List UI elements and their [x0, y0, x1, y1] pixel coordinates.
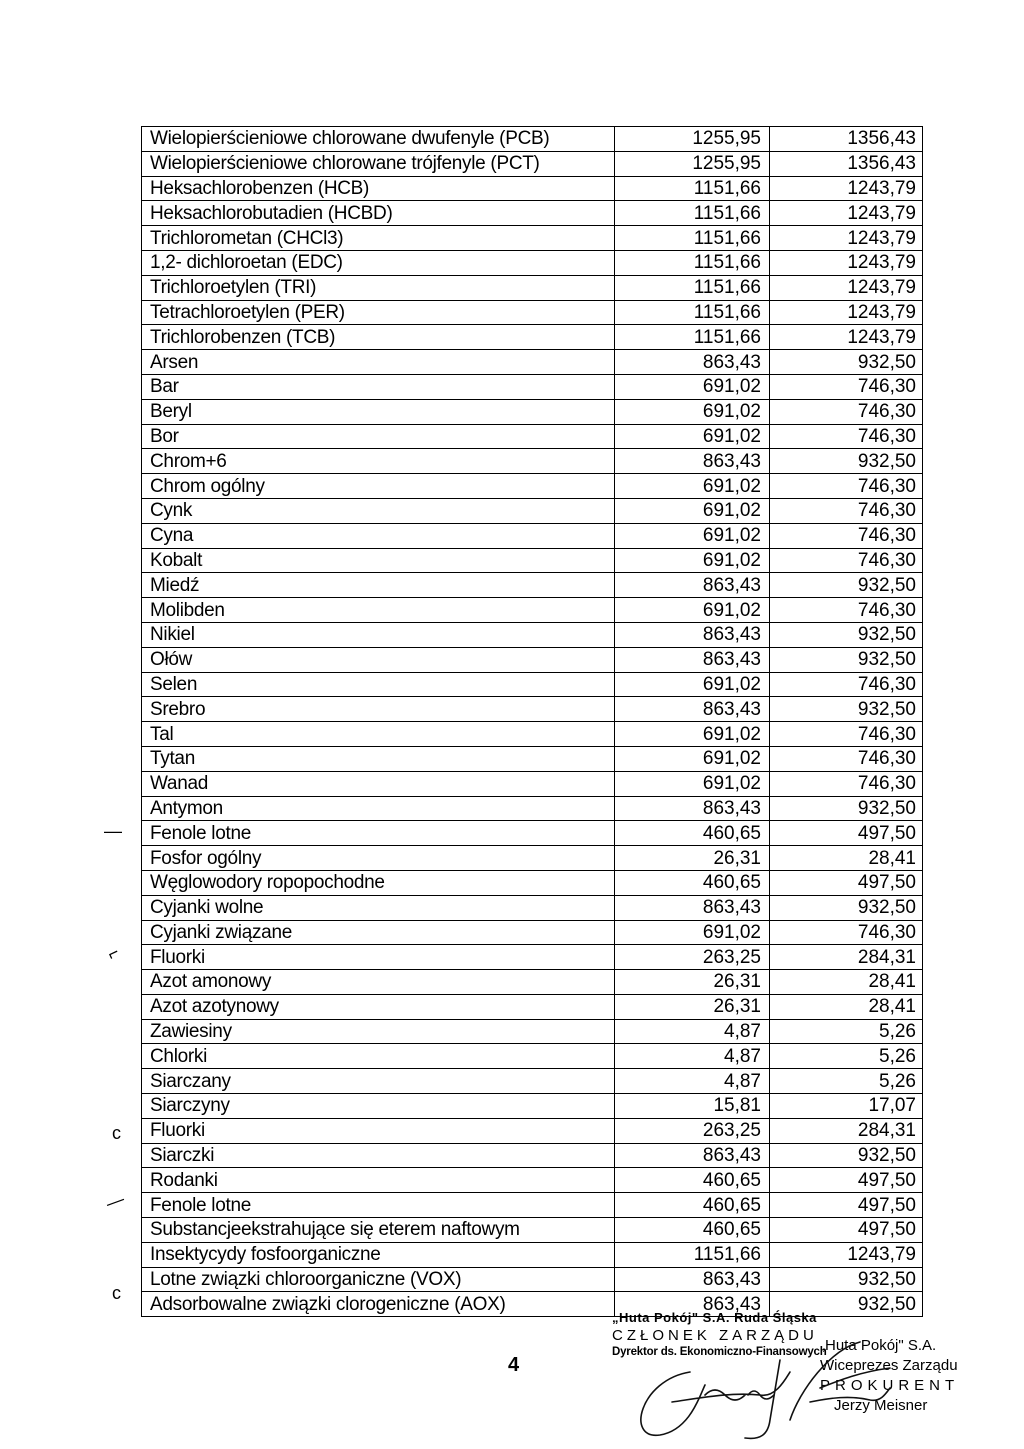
rate-1-cell: 460,65: [615, 1168, 770, 1193]
rate-2-cell: 746,30: [770, 523, 923, 548]
rate-2-cell: 746,30: [770, 672, 923, 697]
rate-1-cell: 1151,66: [615, 300, 770, 325]
substance-name-cell: Nikiel: [142, 622, 615, 647]
substance-name-cell: Fenole lotne: [142, 1193, 615, 1218]
signature-left-stroke: [745, 1360, 780, 1438]
rate-2-cell: 1356,43: [770, 151, 923, 176]
substance-name-cell: Lotne związki chloroorganiczne (VOX): [142, 1267, 615, 1292]
rate-2-cell: 1243,79: [770, 1242, 923, 1267]
rate-1-cell: 1151,66: [615, 201, 770, 226]
rate-2-cell: 28,41: [770, 970, 923, 995]
rate-2-cell: 17,07: [770, 1094, 923, 1119]
rate-2-cell: 284,31: [770, 1118, 923, 1143]
rate-2-cell: 5,26: [770, 1069, 923, 1094]
rate-2-cell: 5,26: [770, 1044, 923, 1069]
substance-name-cell: Substancjeekstrahujące się eterem naftowym: [142, 1218, 615, 1243]
rate-1-cell: 4,87: [615, 1044, 770, 1069]
rate-1-cell: 691,02: [615, 771, 770, 796]
substance-name-cell: Siarczyny: [142, 1094, 615, 1119]
rate-1-cell: 1255,95: [615, 127, 770, 152]
substance-name-cell: Wielopierścieniowe chlorowane dwufenyle (PCB): [142, 127, 615, 152]
margin-mark: ᴄ: [112, 1283, 121, 1303]
substance-name-cell: Fluorki: [142, 945, 615, 970]
rate-2-cell: 284,31: [770, 945, 923, 970]
substance-name-cell: Rodanki: [142, 1168, 615, 1193]
rate-2-cell: 1356,43: [770, 127, 923, 152]
substance-name-cell: Cyjanki związane: [142, 920, 615, 945]
rate-1-cell: 4,87: [615, 1069, 770, 1094]
signature-left: [641, 1372, 790, 1435]
stamp-company: „Huta Pokój" S.A. Ruda Śląska: [612, 1310, 817, 1325]
rate-1-cell: 4,87: [615, 1019, 770, 1044]
rate-2-cell: 932,50: [770, 895, 923, 920]
substance-name-cell: 1,2- dichloroetan (EDC): [142, 250, 615, 275]
rate-2-cell: 1243,79: [770, 176, 923, 201]
substance-name-cell: Siarczany: [142, 1069, 615, 1094]
rate-2-cell: 1243,79: [770, 275, 923, 300]
substance-name-cell: Cyna: [142, 523, 615, 548]
rate-1-cell: 15,81: [615, 1094, 770, 1119]
rate-1-cell: 863,43: [615, 1292, 770, 1317]
rate-2-cell: 932,50: [770, 1267, 923, 1292]
rate-2-cell: 746,30: [770, 498, 923, 523]
rate-2-cell: 746,30: [770, 424, 923, 449]
margin-mark: ᴄ: [112, 1123, 121, 1143]
margin-mark: ⌐: [104, 941, 123, 965]
substance-name-cell: Tetrachloroetylen (PER): [142, 300, 615, 325]
rate-2-cell: 932,50: [770, 573, 923, 598]
rate-1-cell: 691,02: [615, 722, 770, 747]
rate-2-cell: 1243,79: [770, 300, 923, 325]
rate-2-cell: 746,30: [770, 399, 923, 424]
rate-2-cell: 1243,79: [770, 325, 923, 350]
stamp-company: „Huta Pokój" S.A.: [820, 1337, 937, 1354]
substance-name-cell: Fenole lotne: [142, 821, 615, 846]
stamp-title: PROKURENT: [820, 1377, 960, 1394]
rate-1-cell: 691,02: [615, 374, 770, 399]
substance-name-cell: Azot amonowy: [142, 970, 615, 995]
rate-1-cell: 460,65: [615, 1218, 770, 1243]
substance-name-cell: Siarczki: [142, 1143, 615, 1168]
substance-name-cell: Arsen: [142, 350, 615, 375]
rate-1-cell: 691,02: [615, 498, 770, 523]
substance-name-cell: Bor: [142, 424, 615, 449]
substance-name-cell: Srebro: [142, 697, 615, 722]
stamp-title: CZŁONEK ZARZĄDU: [612, 1327, 818, 1344]
substance-name-cell: Trichloroetylen (TRI): [142, 275, 615, 300]
rate-1-cell: 460,65: [615, 821, 770, 846]
stamp-role: Wiceprezes Zarządu: [820, 1357, 958, 1374]
rate-1-cell: 263,25: [615, 1118, 770, 1143]
rate-2-cell: 746,30: [770, 920, 923, 945]
rate-1-cell: 691,02: [615, 746, 770, 771]
substance-name-cell: Chrom+6: [142, 449, 615, 474]
rate-1-cell: 1255,95: [615, 151, 770, 176]
rate-1-cell: 691,02: [615, 523, 770, 548]
rate-2-cell: 1243,79: [770, 250, 923, 275]
rate-1-cell: 26,31: [615, 970, 770, 995]
rate-1-cell: 26,31: [615, 994, 770, 1019]
rate-1-cell: 691,02: [615, 920, 770, 945]
rate-2-cell: 932,50: [770, 796, 923, 821]
rate-1-cell: 691,02: [615, 424, 770, 449]
rate-2-cell: 28,41: [770, 994, 923, 1019]
rate-1-cell: 1151,66: [615, 325, 770, 350]
rate-2-cell: 497,50: [770, 1193, 923, 1218]
margin-mark: —: [104, 821, 122, 841]
substance-name-cell: Molibden: [142, 598, 615, 623]
substance-name-cell: Antymon: [142, 796, 615, 821]
rate-1-cell: 691,02: [615, 598, 770, 623]
rate-2-cell: 746,30: [770, 374, 923, 399]
substance-name-cell: Miedź: [142, 573, 615, 598]
rate-2-cell: 932,50: [770, 1143, 923, 1168]
rate-1-cell: 1151,66: [615, 250, 770, 275]
rate-1-cell: 863,43: [615, 622, 770, 647]
substance-name-cell: Bar: [142, 374, 615, 399]
substance-name-cell: Wielopierścieniowe chlorowane trójfenyle (PCT): [142, 151, 615, 176]
rate-2-cell: 932,50: [770, 1292, 923, 1317]
stamp-person: Jerzy Meisner: [834, 1397, 928, 1414]
substance-name-cell: Chlorki: [142, 1044, 615, 1069]
rate-2-cell: 932,50: [770, 647, 923, 672]
rate-1-cell: 863,43: [615, 895, 770, 920]
rate-1-cell: 1151,66: [615, 275, 770, 300]
rate-2-cell: 1243,79: [770, 201, 923, 226]
rate-1-cell: 26,31: [615, 846, 770, 871]
rate-1-cell: 263,25: [615, 945, 770, 970]
rate-1-cell: 863,43: [615, 1267, 770, 1292]
substance-name-cell: Selen: [142, 672, 615, 697]
rate-1-cell: 1151,66: [615, 226, 770, 251]
rate-2-cell: 28,41: [770, 846, 923, 871]
substance-name-cell: Fluorki: [142, 1118, 615, 1143]
rate-2-cell: 932,50: [770, 697, 923, 722]
substance-name-cell: Węglowodory ropopochodne: [142, 870, 615, 895]
signature-right: [790, 1342, 890, 1420]
rate-2-cell: 746,30: [770, 548, 923, 573]
substance-name-cell: Adsorbowalne związki clorogeniczne (AOX): [142, 1292, 615, 1317]
rate-1-cell: 863,43: [615, 697, 770, 722]
rate-2-cell: 497,50: [770, 821, 923, 846]
rate-1-cell: 1151,66: [615, 176, 770, 201]
substance-name-cell: Zawiesiny: [142, 1019, 615, 1044]
rate-1-cell: 863,43: [615, 796, 770, 821]
substance-name-cell: Chrom ogólny: [142, 474, 615, 499]
rate-1-cell: 460,65: [615, 1193, 770, 1218]
rate-2-cell: 497,50: [770, 1168, 923, 1193]
rate-1-cell: 460,65: [615, 870, 770, 895]
stamp-role: Dyrektor ds. Ekonomiczno-Finansowych: [612, 1346, 827, 1358]
rate-1-cell: 691,02: [615, 399, 770, 424]
rate-1-cell: 863,43: [615, 449, 770, 474]
margin-mark: —: [103, 1188, 127, 1214]
rate-2-cell: 497,50: [770, 1218, 923, 1243]
rate-2-cell: 746,30: [770, 771, 923, 796]
rate-1-cell: 1151,66: [615, 1242, 770, 1267]
substance-name-cell: Tytan: [142, 746, 615, 771]
substance-name-cell: Azot azotynowy: [142, 994, 615, 1019]
rate-2-cell: 746,30: [770, 474, 923, 499]
rate-1-cell: 863,43: [615, 1143, 770, 1168]
rate-1-cell: 691,02: [615, 474, 770, 499]
substance-name-cell: Kobalt: [142, 548, 615, 573]
rate-2-cell: 932,50: [770, 622, 923, 647]
page-number: 4: [508, 1354, 520, 1376]
substance-name-cell: Trichlorometan (CHCl3): [142, 226, 615, 251]
rate-1-cell: 863,43: [615, 647, 770, 672]
substance-name-cell: Cynk: [142, 498, 615, 523]
substance-name-cell: Cyjanki wolne: [142, 895, 615, 920]
rate-2-cell: 932,50: [770, 350, 923, 375]
substance-name-cell: Beryl: [142, 399, 615, 424]
rate-1-cell: 691,02: [615, 548, 770, 573]
rate-2-cell: 932,50: [770, 449, 923, 474]
substance-name-cell: Heksachlorobenzen (HCB): [142, 176, 615, 201]
rate-1-cell: 863,43: [615, 350, 770, 375]
substance-name-cell: Wanad: [142, 771, 615, 796]
substance-name-cell: Fosfor ogólny: [142, 846, 615, 871]
substance-name-cell: Heksachlorobutadien (HCBD): [142, 201, 615, 226]
rate-2-cell: 746,30: [770, 722, 923, 747]
rate-2-cell: 497,50: [770, 870, 923, 895]
rate-1-cell: 691,02: [615, 672, 770, 697]
substance-name-cell: Insektycydy fosfoorganiczne: [142, 1242, 615, 1267]
substance-name-cell: Tal: [142, 722, 615, 747]
rate-2-cell: 1243,79: [770, 226, 923, 251]
substance-name-cell: Trichlorobenzen (TCB): [142, 325, 615, 350]
substance-name-cell: Ołów: [142, 647, 615, 672]
rate-2-cell: 5,26: [770, 1019, 923, 1044]
rate-1-cell: 863,43: [615, 573, 770, 598]
rate-2-cell: 746,30: [770, 746, 923, 771]
rate-2-cell: 746,30: [770, 598, 923, 623]
